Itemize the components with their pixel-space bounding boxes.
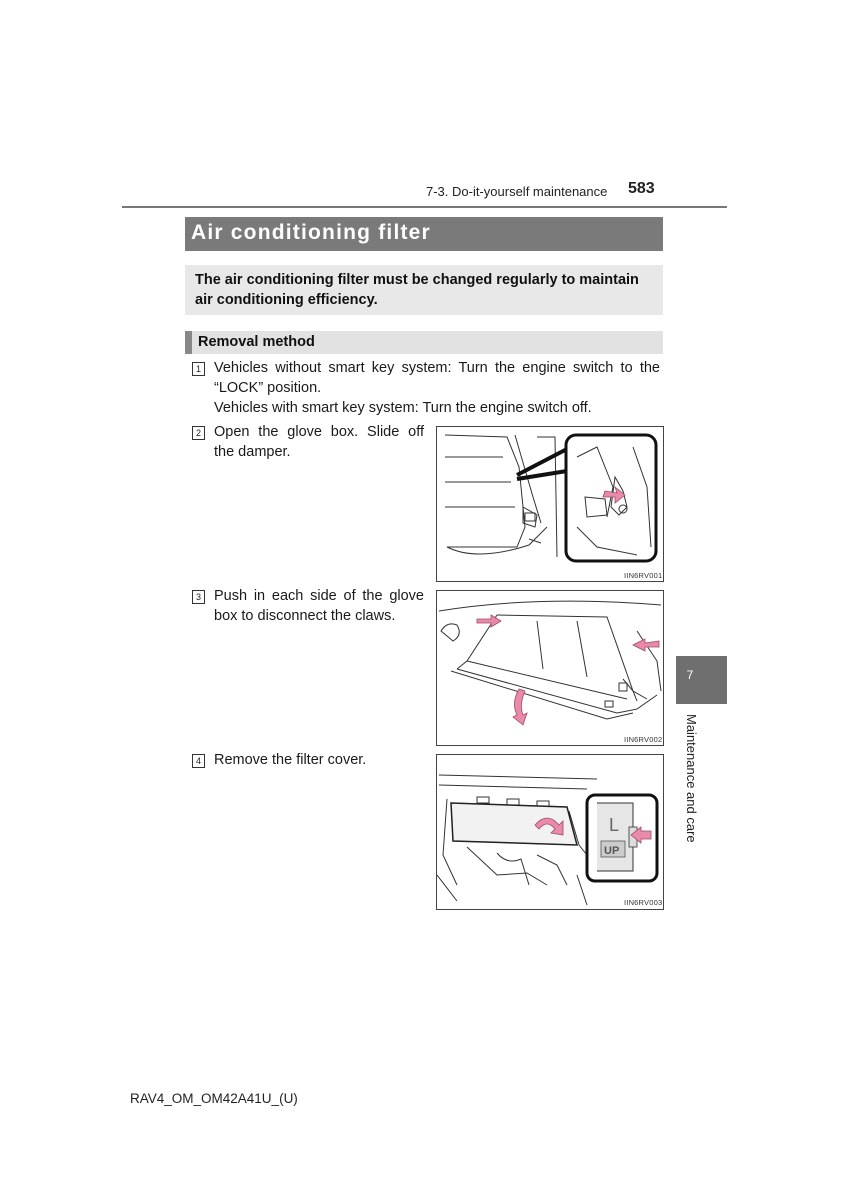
chapter-number: 7 [686, 668, 694, 682]
step-3-line-1: Push in each side of the glove [214, 588, 424, 604]
step-2-line-2: the damper. [214, 444, 291, 460]
step-1-line-2: “LOCK” position. [214, 380, 322, 396]
step-3-line-2: box to disconnect the claws. [214, 608, 396, 624]
glove-box-claws-illustration [437, 591, 663, 745]
page-number: 583 [628, 180, 655, 197]
figure-glove-box-claws [436, 590, 664, 746]
step-1-line-3: Vehicles with smart key system: Turn the engine switch off. [214, 400, 592, 416]
step-1-line-1: Vehicles without smart key system: Turn the engine switch to the [214, 360, 660, 376]
filter-cover-illustration [437, 755, 663, 909]
figure-code-1: IIN6RV001 [624, 571, 663, 580]
subheading-accent [185, 331, 192, 354]
intro-text: The air conditioning filter must be changed regularly to maintain air conditioning efficiency. [195, 272, 639, 308]
chapter-label: Maintenance and care [684, 714, 699, 843]
subheading: Removal method [198, 334, 315, 350]
figure-code-2: IIN6RV002 [624, 735, 663, 744]
step-2-line-1: Open the glove box. Slide off [214, 424, 424, 440]
figure-filter-cover [436, 754, 664, 910]
figure-code-3: IIN6RV003 [624, 898, 663, 907]
step-2-number: 2 [192, 426, 205, 440]
glove-box-damper-illustration [437, 427, 663, 581]
page-title: Air conditioning filter [191, 221, 431, 244]
step-1-number: 1 [192, 362, 205, 376]
inset-label-l: L [609, 815, 620, 835]
step-4-number: 4 [192, 754, 205, 768]
figure-glove-box-damper [436, 426, 664, 582]
footer-doc-id: RAV4_OM_OM42A41U_(U) [130, 1091, 298, 1106]
inset-label-up: UP [604, 845, 620, 857]
step-4-line-1: Remove the filter cover. [214, 752, 367, 768]
header-rule [122, 206, 727, 208]
step-3-number: 3 [192, 590, 205, 604]
running-header-section: 7-3. Do-it-yourself maintenance [426, 184, 608, 199]
